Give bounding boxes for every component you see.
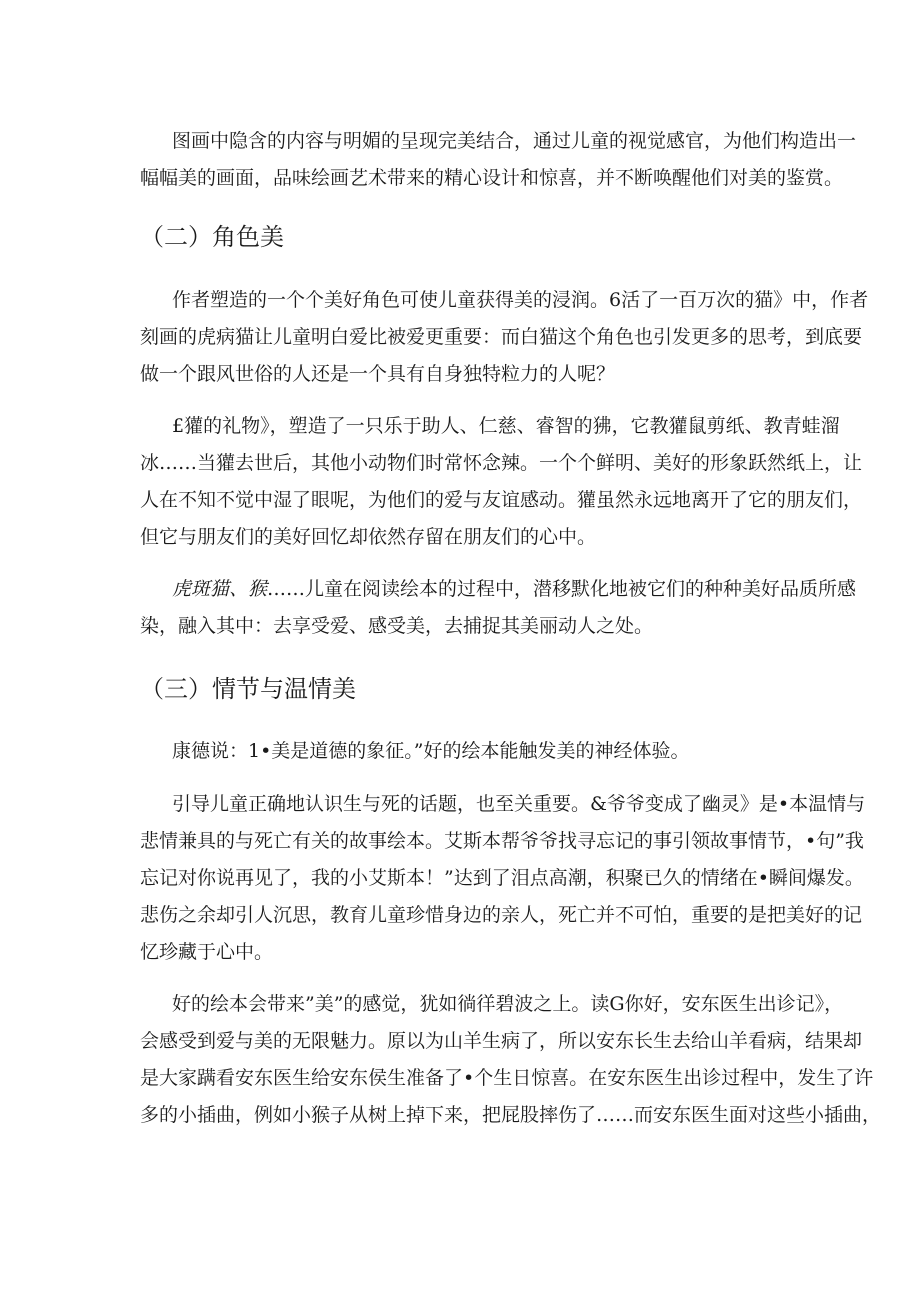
- text-line: 引导儿童正确地认识生与死的话题，也至关重要。&爷爷变成了幽灵》是•本温情与: [172, 793, 866, 815]
- paragraph-grandpa-ghost: [140, 786, 866, 971]
- text-line-rest: ……儿童在阅读绘本的过程中，潜移默化地被它们的种种美好品质所感: [267, 578, 857, 600]
- text-line: £獾的礼物》，塑造了一只乐于助人、仁慈、睿智的狒，它教獾鼠剪纸、教青蛙溜: [172, 415, 840, 437]
- text-line: 但它与朋友们的美好回忆却依然存留在朋友们的心中。: [140, 526, 597, 548]
- text-line: 会感受到爱与美的无限魅力。原以为山羊生病了，所以安东长生去给山羊看病，结果却: [140, 1030, 863, 1052]
- text-line: 好的绘本会带来”美”的感觉，犹如徜徉碧波之上。读G你好，安东医生出诊记》，: [172, 993, 844, 1015]
- text-line: 忘记对你说再见了，我的小艾斯本！”达到了泪点高潮，积聚已久的情绪在•瞬间爆发。: [140, 867, 864, 889]
- text-line: 悲情兼具的与死亡有关的故事绘本。艾斯本帮爷爷找寻忘记的事引领故事情节，•句”我: [140, 830, 864, 852]
- paragraph-badger-gift: [140, 408, 863, 556]
- text-line: 忆珍藏于心中。: [140, 941, 274, 963]
- paragraph-characters-summary: [140, 571, 857, 645]
- text-line: 幅幅美的画面，品味绘画艺术带来的精心设计和惊喜，并不断唤醒他们对美的鉴赏。: [140, 167, 844, 189]
- text-line: 康德说：1•美是道德的象征。”好的绘本能触发美的神经体验。: [172, 740, 690, 762]
- text-line: 冰……当獾去世后，其他小动物们时常怀念辣。一个个鲜明、美好的形象跃然纸上，让: [140, 452, 863, 474]
- paragraph-visual-beauty: [140, 123, 857, 197]
- heading-character-beauty: （二）角色美: [140, 223, 284, 251]
- text-line: 悲伤之余却引人沉思，教育儿童珍惜身边的亲人，死亡并不可怕，重要的是把美好的记: [140, 904, 863, 926]
- paragraph-doctor-anton: [140, 986, 882, 1134]
- heading-plot-warmth-beauty: （三）情节与温情美: [140, 675, 356, 703]
- text-line: 图画中隐含的内容与明媚的呈现完美结合，通过儿童的视觉感官，为他们构造出一: [172, 130, 857, 152]
- paragraph-character-intro: [140, 282, 869, 393]
- text-line: 做一个跟风世俗的人还是一个具有自身独特粒力的人呢？: [140, 363, 616, 385]
- text-line: 人在不知不觉中湿了眼呢，为他们的爱与友谊感动。獾虽然永远地离开了它的朋友们，: [140, 489, 863, 511]
- text-line: 刻画的虎病猫让儿童明白爱比被爱更重要：而白猫这个角色也引发更多的思考，到底要: [140, 326, 863, 348]
- paragraph-kant-quote: [140, 733, 785, 770]
- text-line: 多的小插曲，例如小猴子从树上掉下来，把屁股摔伤了……而安东医生面对这些小插曲，: [140, 1104, 882, 1126]
- text-line: 作者塑造的一个个美好角色可使儿童获得美的浸润。6活了一百万次的猫》中，作者: [172, 289, 869, 311]
- text-line: 染，融入其中：去享受爱、感受美，去捕捉其美丽动人之处。: [140, 615, 654, 637]
- text-line: 是大家蹒看安东医生给安东侯生准备了•个生日惊喜。在安东医生出诊过程中，发生了许: [140, 1067, 874, 1089]
- text-line: [140, 571, 857, 608]
- italic-names: 虎斑猫、猴: [172, 578, 268, 600]
